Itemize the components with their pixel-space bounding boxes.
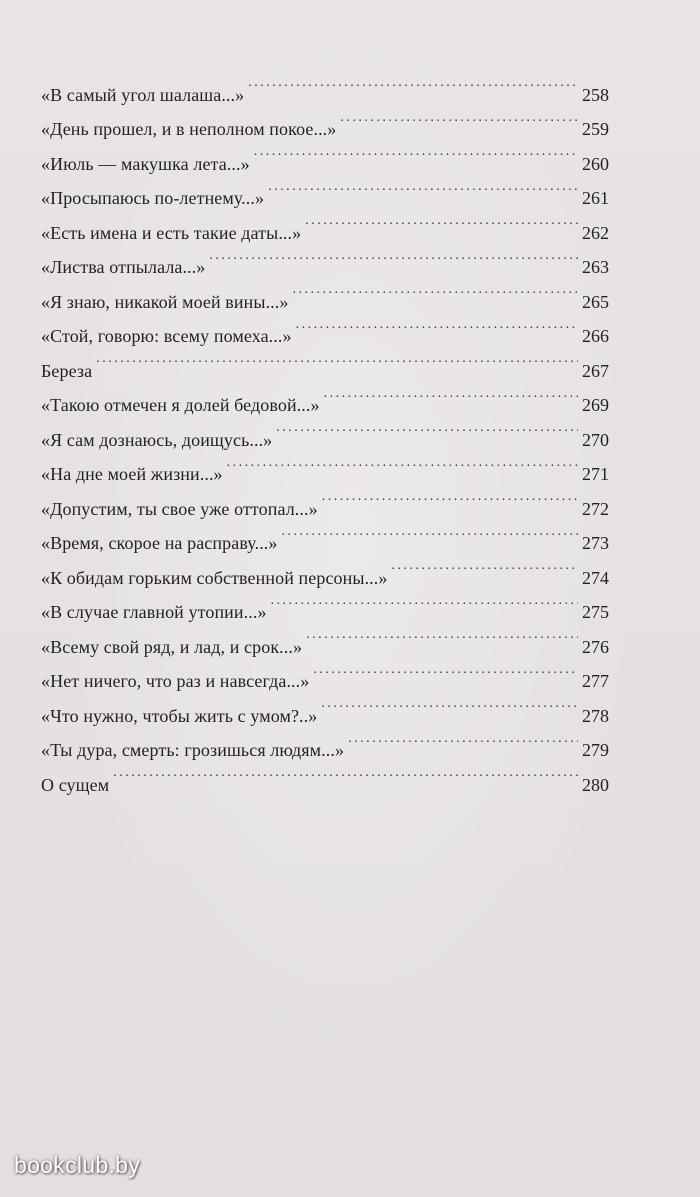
toc-entry-title: «Время, скорое на расправу...» (41, 533, 278, 553)
toc-entry-page-number: 259 (582, 119, 609, 139)
toc-entry-title: «Просыпаюсь по-летнему...» (41, 188, 265, 208)
toc-entry-page-number: 258 (582, 84, 609, 105)
toc-dot-leader (276, 411, 578, 446)
toc-dot-leader (248, 66, 578, 101)
toc-entry-title: «Июль — макушка лета...» (41, 153, 250, 174)
toc-entry-title: О сущем (41, 774, 110, 795)
toc-entry-page-number: 269 (582, 395, 609, 415)
toc-entry-title: «На дне моей жизни...» (41, 464, 223, 484)
toc-entry-page-number: 266 (582, 326, 609, 346)
toc-entry-title: «Такою отмечен я долей бедовой...» (41, 395, 320, 415)
toc-entry (41, 377, 609, 415)
toc-entry (41, 342, 609, 381)
toc-entry-page-number: 275 (582, 602, 609, 622)
toc-dot-leader (340, 101, 578, 136)
toc-entry-page-number: 262 (582, 222, 609, 243)
table-of-contents (41, 66, 609, 795)
toc-dot-leader (296, 308, 578, 343)
toc-entry-title: «Есть имена и есть такие даты...» (41, 222, 302, 243)
toc-dot-leader (313, 653, 578, 688)
toc-entry-title: «К обидам горьким собственной персоны...» (41, 567, 388, 588)
toc-entry-title: «День прошел, и в неполном покое...» (41, 119, 337, 139)
toc-entry-page-number: 273 (582, 533, 609, 553)
toc-entry-page-number: 261 (582, 188, 609, 208)
toc-entry-title: «Допустим, ты свое уже оттопал...» (41, 498, 318, 519)
toc-entry-page-number: 265 (582, 291, 609, 312)
toc-dot-leader (391, 549, 578, 584)
toc-entry-page-number: 276 (582, 636, 609, 657)
toc-dot-leader (306, 618, 578, 653)
toc-dot-leader (348, 722, 578, 757)
toc-dot-leader (209, 239, 578, 274)
toc-entry-title: «Я знаю, никакой моей вины...» (41, 291, 289, 312)
toc-dot-leader (321, 687, 578, 722)
toc-entry-title: «Я сам дознаюсь, доищусь...» (41, 429, 273, 450)
site-watermark: bookclub.by (14, 1152, 141, 1178)
toc-entry-page-number: 274 (582, 567, 609, 588)
toc-dot-leader (322, 480, 578, 515)
toc-dot-leader (227, 446, 578, 481)
toc-dot-leader (254, 135, 578, 170)
toc-entry-page-number: 263 (582, 257, 609, 277)
toc-dot-leader (113, 756, 578, 791)
toc-entry (41, 66, 609, 105)
toc-entry-page-number: 267 (582, 360, 609, 381)
toc-dot-leader (324, 377, 578, 412)
toc-entry-page-number: 277 (582, 671, 609, 691)
toc-dot-leader (305, 204, 578, 239)
toc-entry-page-number: 279 (582, 740, 609, 760)
toc-entry-page-number: 271 (582, 464, 609, 484)
toc-entry-title: «В случае главной утопии...» (41, 602, 267, 622)
toc-dot-leader (271, 584, 578, 619)
toc-dot-leader (282, 515, 579, 550)
toc-entry-page-number: 278 (582, 705, 609, 726)
toc-entry-title: Береза (41, 360, 93, 381)
toc-entry-title: «Листва отпылала...» (41, 257, 206, 277)
toc-dot-leader (268, 170, 578, 205)
toc-entry-page-number: 272 (582, 498, 609, 519)
toc-entry-page-number: 280 (582, 774, 609, 795)
toc-dot-leader (96, 342, 578, 377)
toc-entry-title: «Что нужно, чтобы жить с умом?..» (41, 705, 318, 726)
toc-dot-leader (292, 273, 578, 308)
toc-entry-title: «Стой, говорю: всему помеха...» (41, 326, 292, 346)
toc-entry-page-number: 270 (582, 429, 609, 450)
toc-entry-title: «Ты дура, смерть: грозишься людям...» (41, 740, 345, 760)
toc-entry-page-number: 260 (582, 153, 609, 174)
toc-entry-title: «Всему свой ряд, и лад, и срок...» (41, 636, 303, 657)
toc-entry-title: «В самый угол шалаша...» (41, 84, 245, 105)
toc-entry (41, 756, 609, 795)
toc-entry-title: «Нет ничего, что раз и навсегда...» (41, 671, 310, 691)
